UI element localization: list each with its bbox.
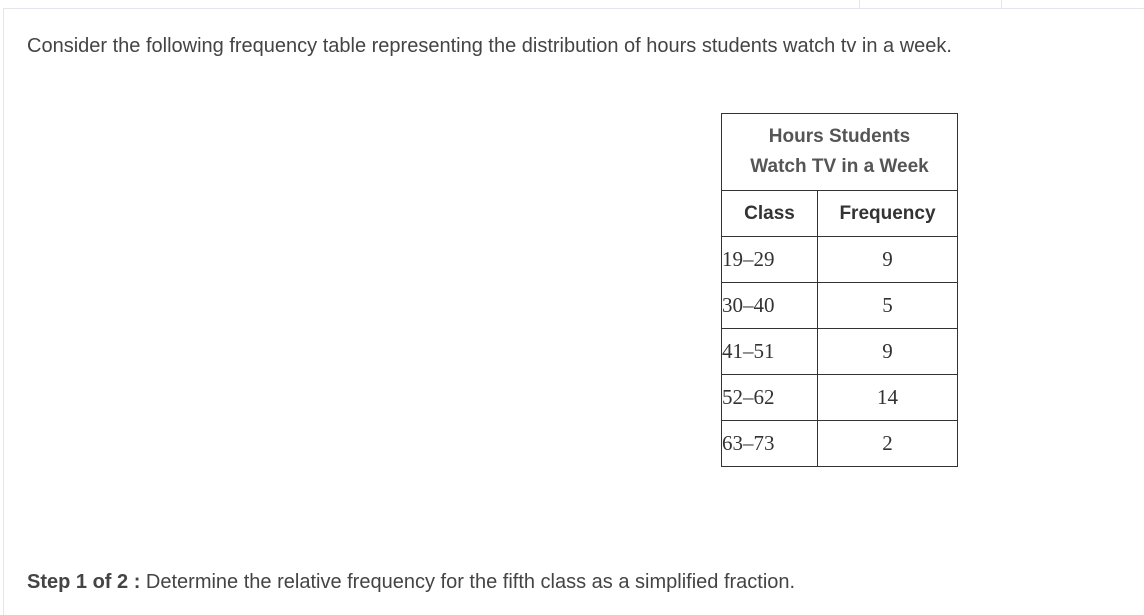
table-row	[722, 375, 958, 421]
frequency-cell: 5	[818, 283, 958, 329]
table-row	[722, 329, 958, 375]
class-cell: 41–51	[722, 329, 818, 375]
step-text: Determine the relative frequency for the fifth class as a simplified fraction.	[145, 571, 796, 593]
class-cell: 52–62	[722, 375, 818, 421]
frequency-cell: 9	[818, 237, 958, 283]
top-divider-right	[1001, 0, 1002, 8]
class-column-header: Class	[722, 191, 818, 237]
frequency-cell: 9	[818, 329, 958, 375]
frequency-cell: 2	[818, 421, 958, 467]
table-title-line-1: Hours Students	[768, 126, 911, 147]
question-text: Consider the following frequency table representing the distribution of hours students watch tv in a week.	[27, 35, 952, 57]
table-row	[722, 237, 958, 283]
table-title-line-2: Watch TV in a Week	[750, 156, 929, 177]
frequency-table	[721, 113, 958, 467]
table-row	[722, 421, 958, 467]
table-title	[722, 114, 958, 191]
top-divider-left	[859, 0, 860, 8]
class-cell: 63–73	[722, 421, 818, 467]
content-frame	[3, 8, 1144, 615]
step-instruction	[27, 571, 795, 594]
frequency-column-header: Frequency	[818, 191, 958, 237]
table-header-row	[722, 191, 958, 237]
step-label: Step 1 of 2 :	[27, 571, 141, 593]
frequency-cell: 14	[818, 375, 958, 421]
class-cell: 30–40	[722, 283, 818, 329]
class-cell: 19–29	[722, 237, 818, 283]
table-row	[722, 283, 958, 329]
